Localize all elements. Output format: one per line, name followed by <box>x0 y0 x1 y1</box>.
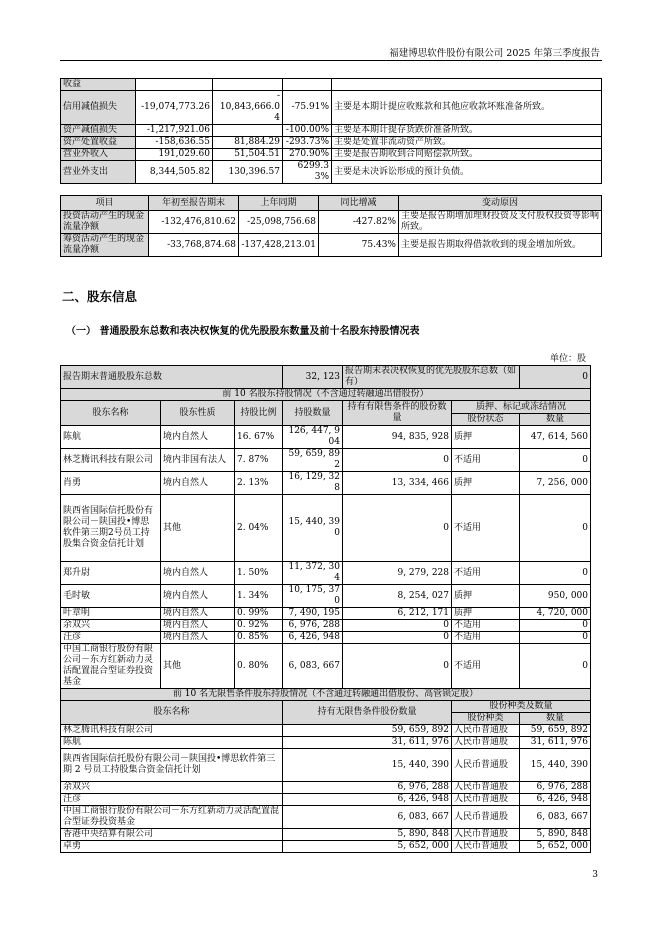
table-row <box>61 137 602 149</box>
holder-name: 中国工商银行股份有限公司－东方红新动力灵活配置混合型证券投资基金 <box>61 644 161 689</box>
hdr-unres-name: 股东名称 <box>61 701 283 725</box>
unrestricted-row <box>61 725 591 737</box>
shareholder-row <box>61 426 591 449</box>
holder-name: 毛时敏 <box>61 585 161 608</box>
unrestricted-qty: 6, 083, 667 <box>283 806 452 829</box>
pledge-status: 不适用 <box>452 495 520 562</box>
prior-value <box>213 125 283 137</box>
change-pct <box>283 79 332 91</box>
holder-name: 中国工商银行股份有限公司－东方红新动力灵活配置混合型证券投资基金 <box>61 806 283 829</box>
pledge-status: 质押 <box>452 472 520 495</box>
restricted-qty: 0 <box>343 495 452 562</box>
change-reason: 主要是本期计提存货跌价准备所致。 <box>332 125 602 137</box>
hdr-unres-qty: 持有无限售条件股份数量 <box>283 701 452 725</box>
unrestricted-row <box>61 737 591 749</box>
hdr-restricted: 持有有限售条件的股份数量 <box>343 401 452 426</box>
holder-name: 卓勇 <box>61 841 283 853</box>
total-holders-label: 报告期末普通股股东总数 <box>61 366 283 389</box>
pledge-count: 0 <box>520 644 591 689</box>
hdr-type-group: 股份种类及数量 <box>452 701 591 713</box>
prior-value-number: 10,843,666.04 <box>219 102 280 123</box>
row-label: 筹资活动产生的现金流量净额 <box>61 234 149 257</box>
current-value: -132,476,810.62 <box>149 211 239 234</box>
pledge-status: 不适用 <box>452 449 520 472</box>
change-reason: 主要是未决诉讼形成的预计负债。 <box>332 161 602 184</box>
hdr-name: 股东名称 <box>61 401 161 426</box>
holder-nature: 境内自然人 <box>161 472 235 495</box>
hdr-qty: 持股数量 <box>283 401 343 426</box>
pledge-count: 0 <box>520 449 591 472</box>
change-reason: 主要是本期计提应收账款和其他应收款坏账准备所致。 <box>332 91 602 125</box>
pledge-count: 950, 000 <box>520 585 591 608</box>
shareholder-row <box>61 632 591 644</box>
col-header-reason: 变动原因 <box>399 196 602 211</box>
holder-name: 陕西省国际信托股份有限公司－陕国投•博思软件第三期 2 号员工持股集合资金信托计划 <box>61 749 283 782</box>
change-pct: 6299.33% <box>283 161 332 184</box>
hdr-nature: 股东性质 <box>161 401 235 426</box>
pledge-count: 0 <box>520 620 591 632</box>
holder-name: 林芝腾讯科技有限公司 <box>61 725 283 737</box>
share-type: 人民币普通股 <box>452 841 520 853</box>
holding-qty: 11, 372, 304 <box>283 562 343 585</box>
income-changes-table <box>60 78 602 184</box>
row-label: 收益 <box>61 79 136 91</box>
pledge-status: 质押 <box>452 585 520 608</box>
share-type: 人民币普通股 <box>452 806 520 829</box>
holder-nature: 境内非国有法人 <box>161 449 235 472</box>
pledge-status: 质押 <box>452 426 520 449</box>
holding-qty: 126, 447, 904 <box>283 426 343 449</box>
shareholder-row <box>61 644 591 689</box>
current-value: 8,344,505.82 <box>136 161 213 184</box>
section-title: 二、股东信息 <box>62 289 138 304</box>
share-count: 6, 426, 948 <box>520 794 591 806</box>
share-count: 6, 976, 288 <box>520 782 591 794</box>
pref-holders-label: 报告期末表决权恢复的优先股股东总数（如有） <box>343 366 520 389</box>
holder-name: 叶章明 <box>61 608 161 620</box>
restricted-qty: 9, 279, 228 <box>343 562 452 585</box>
table-row <box>61 234 602 257</box>
restricted-qty: 0 <box>343 449 452 472</box>
restricted-qty: 0 <box>343 644 452 689</box>
cashflow-changes-table <box>60 195 602 257</box>
share-type: 人民币普通股 <box>452 829 520 841</box>
prior-value-sign: - <box>276 91 280 101</box>
unrestricted-row <box>61 806 591 829</box>
current-value <box>136 79 213 91</box>
prior-value: 130,396.57 <box>213 161 283 184</box>
share-count: 6, 083, 667 <box>520 806 591 829</box>
share-count: 5, 890, 848 <box>520 829 591 841</box>
restricted-qty: 0 <box>343 620 452 632</box>
holding-qty: 6, 976, 288 <box>283 620 343 632</box>
unrestricted-qty: 15, 440, 390 <box>283 749 452 782</box>
holding-ratio: 1. 34% <box>235 585 283 608</box>
pledge-status: 不适用 <box>452 562 520 585</box>
pledge-status: 不适用 <box>452 620 520 632</box>
holder-name: 余双兴 <box>61 620 161 632</box>
pledge-count: 0 <box>520 562 591 585</box>
row-label: 资产减值损失 <box>61 125 136 137</box>
row-label: 信用减值损失 <box>61 91 136 125</box>
shareholder-row <box>61 449 591 472</box>
unit-label: 单位：股 <box>549 354 586 364</box>
hdr-status: 股份状态 <box>452 414 520 426</box>
holding-qty: 15, 440, 390 <box>283 495 343 562</box>
table-row <box>61 125 602 137</box>
hdr-pledge: 质押、标记或冻结情况 <box>452 401 591 414</box>
change-reason: 主要是报告期增加理财投资及支付股权投资等影响所致。 <box>399 211 602 234</box>
subsection-title: （一） 普通股股东总数和表决权恢复的优先股股东数量及前十名股东持股情况表 <box>66 326 420 337</box>
table-row <box>61 211 602 234</box>
pledge-count: 7, 256, 000 <box>520 472 591 495</box>
holding-qty: 7, 490, 195 <box>283 608 343 620</box>
restricted-qty: 94, 835, 928 <box>343 426 452 449</box>
share-type: 人民币普通股 <box>452 794 520 806</box>
page-number: 3 <box>592 870 598 880</box>
share-count: 31, 611, 976 <box>520 737 591 749</box>
holder-nature: 其他 <box>161 644 235 689</box>
row-label: 营业外支出 <box>61 161 136 184</box>
holder-name: 余双兴 <box>61 782 283 794</box>
pledge-status: 不适用 <box>452 644 520 689</box>
restricted-qty: 0 <box>343 632 452 644</box>
holding-qty: 59, 659, 892 <box>283 449 343 472</box>
pledge-status: 质押 <box>452 608 520 620</box>
share-count: 59, 659, 892 <box>520 725 591 737</box>
holder-name: 汪彦 <box>61 632 161 644</box>
current-value: -1,217,921.06 <box>136 125 213 137</box>
change-reason: 主要是报告期取得借款收到的现金增加所致。 <box>399 234 602 257</box>
prior-value <box>213 79 283 91</box>
current-value: -19,074,773.26 <box>136 91 213 125</box>
holding-ratio: 7. 87% <box>235 449 283 472</box>
unrestricted-title: 前 10 名无限售条件股东持股情况（不含通过转融通出借股份、高管锁定股） <box>61 689 591 701</box>
shareholder-row <box>61 585 591 608</box>
restricted-qty: 13, 334, 466 <box>343 472 452 495</box>
pledge-count: 47, 614, 560 <box>520 426 591 449</box>
prior-value <box>213 91 283 125</box>
holder-name: 汪彦 <box>61 794 283 806</box>
pledge-count: 0 <box>520 632 591 644</box>
unrestricted-row <box>61 841 591 853</box>
shareholder-row <box>61 562 591 585</box>
holder-nature: 境内自然人 <box>161 632 235 644</box>
col-header-change: 同比增减 <box>319 196 399 211</box>
holding-ratio: 0. 85% <box>235 632 283 644</box>
share-count: 5, 652, 000 <box>520 841 591 853</box>
holder-nature: 境内自然人 <box>161 585 235 608</box>
prior-value: -25,098,756.68 <box>239 211 319 234</box>
holding-ratio: 2. 13% <box>235 472 283 495</box>
holding-ratio: 0. 80% <box>235 644 283 689</box>
share-type: 人民币普通股 <box>452 749 520 782</box>
prior-value: 51,504.51 <box>213 149 283 161</box>
hdr-share-count: 数量 <box>520 713 591 725</box>
holding-ratio: 0. 92% <box>235 620 283 632</box>
share-type: 人民币普通股 <box>452 725 520 737</box>
unrestricted-qty: 31, 611, 976 <box>283 737 452 749</box>
change-pct: 75.43% <box>319 234 399 257</box>
holder-name: 林芝腾讯科技有限公司 <box>61 449 161 472</box>
change-pct: -293.73% <box>283 137 332 149</box>
holding-qty: 6, 426, 948 <box>283 632 343 644</box>
unrestricted-row <box>61 829 591 841</box>
top10-title: 前 10 名股东持股情况（不含通过转融通出借股份） <box>61 389 591 401</box>
change-pct: -427.82% <box>319 211 399 234</box>
holding-ratio: 16. 67% <box>235 426 283 449</box>
holding-qty: 6, 083, 667 <box>283 644 343 689</box>
total-holders-value: 32, 123 <box>283 366 343 389</box>
unrestricted-qty: 5, 652, 000 <box>283 841 452 853</box>
holder-nature: 境内自然人 <box>161 620 235 632</box>
holder-name: 肖勇 <box>61 472 161 495</box>
unrestricted-qty: 5, 890, 848 <box>283 829 452 841</box>
holder-nature: 境内自然人 <box>161 426 235 449</box>
shareholder-row <box>61 495 591 562</box>
shareholder-row <box>61 608 591 620</box>
table-row <box>61 161 602 184</box>
restricted-qty: 6, 212, 171 <box>343 608 452 620</box>
share-count: 15, 440, 390 <box>520 749 591 782</box>
change-pct: 270.90% <box>283 149 332 161</box>
change-pct: -75.91% <box>283 91 332 125</box>
row-label: 投资活动产生的现金流量净额 <box>61 211 149 234</box>
current-value: 191,029.60 <box>136 149 213 161</box>
current-value: -158,636.55 <box>136 137 213 149</box>
hdr-ratio: 持股比例 <box>235 401 283 426</box>
holder-name: 陕西省国际信托股份有限公司－陕国投•博思软件第三期2号员工持股集合资金信托计划 <box>61 495 161 562</box>
row-label: 营业外收入 <box>61 149 136 161</box>
table-row <box>61 91 602 125</box>
header-divider <box>60 60 602 61</box>
restricted-qty: 8, 254, 027 <box>343 585 452 608</box>
col-header-ytd: 年初至报告期末 <box>149 196 239 211</box>
change-reason: 主要是处置非流动资产所致。 <box>332 137 602 149</box>
shareholder-row <box>61 620 591 632</box>
current-value: -33,768,874.68 <box>149 234 239 257</box>
unrestricted-qty: 6, 426, 948 <box>283 794 452 806</box>
holding-ratio: 0. 99% <box>235 608 283 620</box>
holder-name: 郑升尉 <box>61 562 161 585</box>
row-label: 资产处置收益 <box>61 137 136 149</box>
shareholder-row <box>61 472 591 495</box>
holder-nature: 境内自然人 <box>161 562 235 585</box>
report-header: 福建博思软件股份有限公司 2025 年第三季度报告 <box>389 48 600 59</box>
unrestricted-row <box>61 794 591 806</box>
table-row <box>61 79 602 91</box>
holder-nature: 其他 <box>161 495 235 562</box>
unrestricted-qty: 59, 659, 892 <box>283 725 452 737</box>
holder-name: 香港中央结算有限公司 <box>61 829 283 841</box>
table-row <box>61 149 602 161</box>
unrestricted-row <box>61 782 591 794</box>
holder-name: 陈航 <box>61 426 161 449</box>
unrestricted-qty: 6, 976, 288 <box>283 782 452 794</box>
holder-nature: 境内自然人 <box>161 608 235 620</box>
shareholders-table <box>60 365 591 853</box>
col-header-prior: 上年同期 <box>239 196 319 211</box>
holding-qty: 10, 175, 370 <box>283 585 343 608</box>
pref-holders-value: 0 <box>520 366 591 389</box>
hdr-count: 数量 <box>520 414 591 426</box>
holding-ratio: 1. 50% <box>235 562 283 585</box>
unrestricted-row <box>61 749 591 782</box>
change-reason: 主要是报告期收到合同赔偿款所致。 <box>332 149 602 161</box>
col-header-item: 项目 <box>61 196 149 211</box>
share-type: 人民币普通股 <box>452 782 520 794</box>
pledge-count: 4, 720, 000 <box>520 608 591 620</box>
pledge-count: 0 <box>520 495 591 562</box>
holding-ratio: 2. 04% <box>235 495 283 562</box>
pledge-status: 不适用 <box>452 632 520 644</box>
prior-value: 81,884.29 <box>213 137 283 149</box>
holding-qty: 16, 129, 328 <box>283 472 343 495</box>
hdr-share-type: 股份种类 <box>452 713 520 725</box>
change-pct: -100.00% <box>283 125 332 137</box>
share-type: 人民币普通股 <box>452 737 520 749</box>
change-reason <box>332 79 602 91</box>
holder-name: 陈航 <box>61 737 283 749</box>
prior-value: -137,428,213.01 <box>239 234 319 257</box>
